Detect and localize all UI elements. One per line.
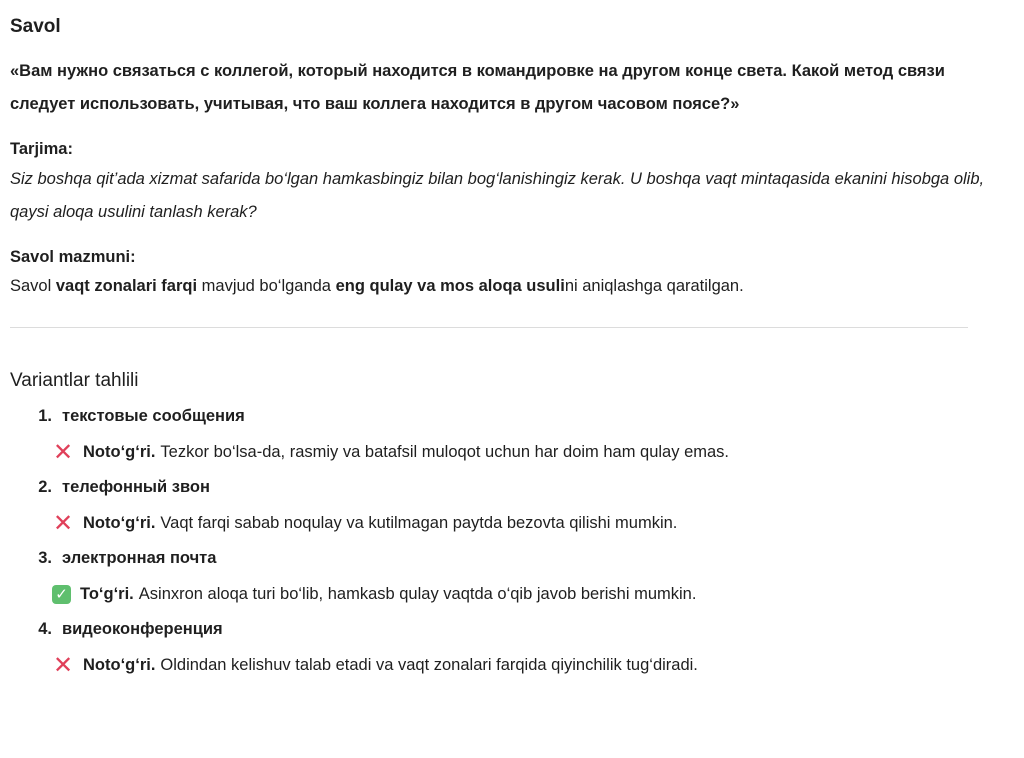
option-item-1: [10, 400, 1004, 471]
option-item-3: [10, 542, 1004, 613]
option-text: текстовые сообщения: [62, 407, 245, 425]
option-text: электронная почта: [62, 549, 217, 567]
option-verdict-3: [10, 575, 1004, 613]
option-number: 3.: [38, 549, 52, 567]
cross-mark-icon: ✕: [52, 438, 74, 466]
content-part-3: ni aniqlashga qaratilgan.: [564, 277, 744, 295]
cross-mark-icon: ✕: [52, 651, 74, 679]
question-text: «Вам нужно связаться с коллегой, который находится в командировке на другом конце света. Какой метод связи следует использовать, учитывая, что ваш коллега находится в другом часовом поясе?»: [10, 62, 945, 113]
question-heading: Savol: [10, 16, 61, 37]
option-text: телефонный звон: [62, 478, 210, 496]
verdict-label: To‘g‘ri.: [80, 584, 134, 603]
option-item-2: [10, 471, 1004, 542]
verdict-label: Noto‘g‘ri.: [83, 513, 156, 532]
check-mark-icon: ✓: [52, 585, 71, 604]
verdict-explanation: Tezkor bo‘lsa-da, rasmiy va batafsil muloqot uchun har doim ham qulay emas.: [160, 442, 730, 461]
question-content-heading: Savol mazmuni:: [10, 248, 136, 266]
verdict-explanation: Asinxron aloqa turi bo‘lib, hamkasb qulay vaqtda o‘qib javob berishi mumkin.: [138, 584, 697, 603]
option-head-4: [10, 613, 1004, 646]
section-divider: [10, 327, 968, 328]
options-list: [10, 400, 1004, 684]
verdict-label: Noto‘g‘ri.: [83, 442, 156, 461]
translation-text: Siz boshqa qit’ada xizmat safarida bo‘lgan hamkasbingiz bilan bog‘lanishingiz kerak. U boshqa vaqt mintaqasida ekanini hisobga olib, qaysi aloqa usulini tanlash kerak?: [10, 170, 985, 221]
option-head-2: [10, 471, 1004, 504]
option-verdict-2: [10, 504, 1004, 542]
question-content-text: [10, 271, 1004, 301]
content-part-1: Savol: [10, 277, 56, 295]
option-item-4: [10, 613, 1004, 684]
variants-heading: Variantlar tahlili: [10, 370, 139, 391]
verdict-label: Noto‘g‘ri.: [83, 655, 156, 674]
option-verdict-1: [10, 433, 1004, 471]
option-number: 1.: [38, 407, 52, 425]
cross-mark-icon: ✕: [52, 509, 74, 537]
content-bold-2: eng qulay va mos aloqa usuli: [335, 277, 565, 295]
content-part-2: mavjud bo‘lganda: [197, 277, 336, 295]
option-head-3: [10, 542, 1004, 575]
option-number: 4.: [38, 620, 52, 638]
option-head-1: [10, 400, 1004, 433]
verdict-explanation: Vaqt farqi sabab noqulay va kutilmagan paytda bezovta qilishi mumkin.: [160, 513, 678, 532]
content-bold-1: vaqt zonalari farqi: [55, 277, 198, 295]
option-number: 2.: [38, 478, 52, 496]
option-text: видеоконференция: [62, 620, 223, 638]
option-verdict-4: [10, 646, 1004, 684]
verdict-explanation: Oldindan kelishuv talab etadi va vaqt zonalari farqida qiyinchilik tug‘diradi.: [160, 655, 698, 674]
translation-heading: Tarjima:: [10, 140, 73, 158]
